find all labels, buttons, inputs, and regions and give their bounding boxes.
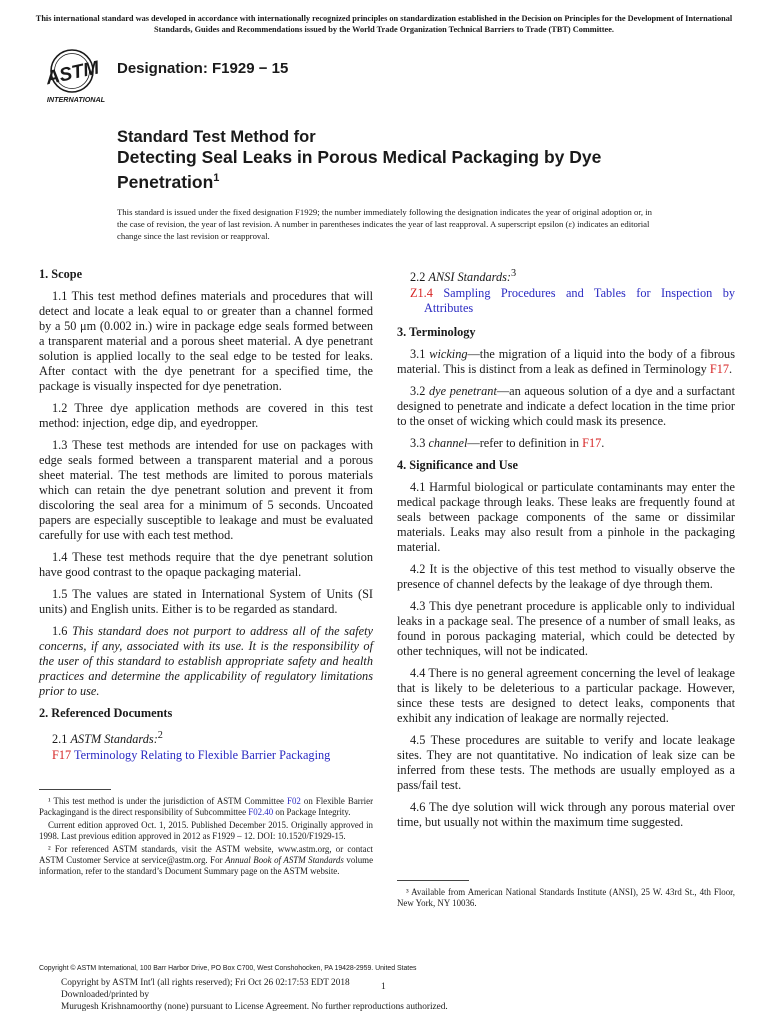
paragraph-4-6: 4.6 The dye solution will wick through any porous material over time, but usually not within the maximum time suggested.	[397, 800, 735, 830]
paragraph-3-1-number: 3.1	[410, 347, 426, 362]
footnote-1	[39, 796, 373, 819]
ansi-standards-label: ANSI Standards:	[428, 270, 512, 285]
title-block	[117, 127, 677, 193]
paragraph-1-3: 1.3 These test methods are intended for use on packages with edge seals formed between a transparent material and a porous sheet material. The test methods are limited to porous materials which can retain the dye penetrant solution and prevent it from discoloring the seal area for a minimum of 5 seconds. Uncoated papers are especially susceptible to leakage and must be evaluated carefully for use with each test method.	[39, 438, 373, 542]
paragraph-1-4: 1.4 These test methods require that the dye penetrant solution have good contrast to the opaque packaging material.	[39, 550, 373, 579]
paragraph-3-3-number: 3.3	[410, 436, 426, 451]
section-heading-scope: 1. Scope	[39, 267, 83, 281]
section-heading-significance: 4. Significance and Use	[397, 458, 518, 473]
reference-z1-4-title-link[interactable]: Sampling Procedures and Tables for Inspection by Attributes	[424, 286, 735, 316]
paragraph-3-2-text: —an aqueous solution of a dye and a surfactant designed to penetrate and indicate a defect location in the time prior to the onset of wicking which could mask its presence.	[397, 384, 735, 429]
footnote-1-edition: Current edition approved Oct. 1, 2015. Published December 2015. Originally approved in 1998. Last previous edition approved in 2012 as F1929 – 12. DOI: 10.1520/F1929-15.	[39, 819, 373, 842]
tbt-notice: This international standard was developed in accordance with internationally recognized principles on standardization established in the Decision on Principles for the Development of International Standards, Guides and Recommendations issued by the World Trade Organization Technical Barriers to Trade (TBT) Committee.	[35, 14, 733, 34]
reference-f17-link[interactable]: F17	[709, 362, 730, 377]
paragraph-4-5: 4.5 These procedures are suitable to verify and locate leakage sites. They are not quantitative. No indication of leak size can be inferred from these tests. The methods are usually employed as a pass/fail test.	[397, 733, 735, 793]
paragraph-2-1-number: 2.1	[52, 732, 68, 747]
title-footnote-mark: 1	[213, 172, 220, 184]
footnote-divider	[39, 789, 111, 790]
footer-line-1: Copyright by ASTM Int'l (all rights reserved); Fri Oct 26 02:17:53 EDT 2018	[61, 978, 350, 988]
term-dye-penetrant: dye penetrant	[429, 384, 497, 399]
license-footer	[61, 977, 561, 1014]
paragraph-4-3: 4.3 This dye penetrant procedure is applicable only to individual leaks in a package seal. The presence of a number of small leaks, as found in porous packaging material, which could be detected by other techniques, will not be indicated.	[397, 599, 735, 659]
footnote-3: ³ Available from American National Standards Institute (ANSI), 25 W. 43rd St., 4th Floor, New York, NY 10036.	[397, 887, 735, 909]
footnote-divider	[397, 880, 469, 881]
designation: Designation: F1929 − 15	[117, 60, 289, 77]
issue-note: This standard is issued under the fixed designation F1929; the number immediately following the designation indicates the year of original adoption or, in the case of revision, the year of last revision. A number in parentheses indicates the year of last reapproval. A superscript epsilon (ε) indicates an editorial change since the last revision or reapproval.	[117, 207, 653, 242]
footnote-mark-2: 2	[157, 730, 163, 741]
paragraph-3-2-number: 3.2	[410, 384, 426, 399]
astm-logo	[38, 48, 114, 106]
title-lead: Standard Test Method for	[117, 128, 316, 146]
footnote-1-text-a: ¹ This test method is under the jurisdiction of ASTM Committee	[48, 796, 284, 806]
paragraph-3-1-text: —the migration of a liquid into the body of a fibrous material. This is distinct from a leak as defined in Terminology	[397, 347, 735, 377]
reference-f17	[39, 748, 373, 763]
document-title	[117, 147, 677, 193]
footnote-mark-3: 3	[511, 268, 517, 279]
section-heading-terminology: 3. Terminology	[397, 325, 476, 340]
paragraph-4-1: 4.1 Harmful biological or particulate contaminants may enter the medical package through leaks. These leaks are frequently found at seals between package components of the same or dissimilar materials. Leaks may also result from a pinhole in the packaging material.	[397, 480, 735, 555]
paragraph-2-2-number: 2.2	[410, 270, 426, 285]
page-number: 1	[381, 982, 386, 992]
title-text: Detecting Seal Leaks in Porous Medical Packaging by Dye Penetration	[117, 147, 602, 192]
paragraph-1-6	[39, 624, 373, 699]
subcommittee-f02-40-link[interactable]: F02.40	[248, 807, 274, 818]
right-column	[397, 266, 735, 837]
paragraph-1-2: 1.2 Three dye application methods are covered in this test method: injection, edge dip, and eyedropper.	[39, 401, 373, 430]
footer-line-2: Downloaded/printed by	[61, 990, 150, 1001]
paragraph-3-3-text: —refer to definition in	[467, 436, 580, 451]
term-channel: channel	[428, 436, 468, 451]
left-column	[39, 266, 373, 771]
reference-f17-title-link[interactable]: Terminology Relating to Flexible Barrier Packaging	[74, 748, 331, 763]
logo-lettering: ASTM	[44, 57, 102, 90]
paragraph-3-2	[397, 384, 735, 429]
paragraph-2-2	[397, 266, 735, 285]
paragraph-1-6-text: This standard does not purport to address all of the safety concerns, if any, associated with its use. It is the responsibility of the user of this standard to establish appropriate safety and health practices and determine the applicability of regulatory limitations prior to use.	[39, 624, 373, 698]
left-footnotes	[39, 789, 373, 879]
paragraph-4-4: 4.4 There is no general agreement concerning the level of leakage that is likely to be deleterious to a particular package. However, since these tests are designed to detect leaks, components that exhibit any indication of leakage are normally rejected.	[397, 666, 735, 726]
copyright-line: Copyright © ASTM International, 100 Barr Harbor Drive, PO Box C700, West Conshohocken, PA 19428-2959. United States	[39, 965, 417, 972]
reference-z1-4-code-link[interactable]: Z1.4	[410, 286, 433, 301]
footer-line-3: Murugesh Krishnamoorthy (none) pursuant to License Agreement. No further reproductions authorized.	[61, 1002, 448, 1013]
paragraph-1-6-number: 1.6	[52, 624, 68, 638]
paragraph-2-1	[39, 728, 373, 747]
committee-f02-link[interactable]: F02	[287, 796, 301, 806]
astm-standards-label: ASTM Standards:	[70, 732, 158, 747]
paragraph-3-1: 3.1 wicking—the migration of a liquid into the body of a fibrous material. This is distinct from a leak as defined in Terminology F17.	[397, 347, 735, 377]
logo-subtext: INTERNATIONAL	[46, 95, 106, 104]
reference-f17-code-link[interactable]: F17	[52, 748, 72, 763]
term-wicking: wicking	[429, 347, 468, 362]
paragraph-1-1: 1.1 This test method defines materials and procedures that will detect and locate a leak equal to or greater than a channel formed by a 50 μm (0.002 in.) wire in package edge seals formed between a transparent material and a porous sheet material. A dye penetrant solution is applied locally to the seal edge to be tested for leaks. After contact with the dye penetrant for a specified time, the package is visually inspected for dye penetration.	[39, 289, 373, 393]
footnote-2	[39, 844, 373, 878]
paragraph-1-5: 1.5 The values are stated in International System of Units (SI units) and English units. Either is to be regarded as standard.	[39, 587, 373, 616]
footnote-1-text-b: on Flexible Barrier Packagingand is the direct responsibility of Subcommittee	[39, 796, 374, 818]
section-heading-referenced-documents: 2. Referenced Documents	[39, 706, 173, 720]
footnote-1-text-c: on Package Integrity.	[275, 807, 351, 818]
right-footnotes	[397, 880, 735, 911]
footnote-2-text-a: ² For referenced ASTM standards, visit the ASTM website, www.astm.org, or contact ASTM Customer Service at service@astm.org. For	[39, 843, 373, 866]
paragraph-3-3: 3.3 channel—refer to definition in F17.	[410, 436, 605, 451]
reference-z1-4	[397, 286, 735, 316]
footnote-2-italic: Annual Book of ASTM Standards	[225, 855, 344, 866]
footnote-2-text-b: volume information, refer to the standard’s Document Summary page on the ASTM website.	[39, 855, 374, 877]
paragraph-4-2: 4.2 It is the objective of this test method to visually observe the presence of channel defects by the leakage of dye through them.	[397, 562, 735, 592]
reference-f17-link[interactable]: F17	[582, 436, 602, 451]
